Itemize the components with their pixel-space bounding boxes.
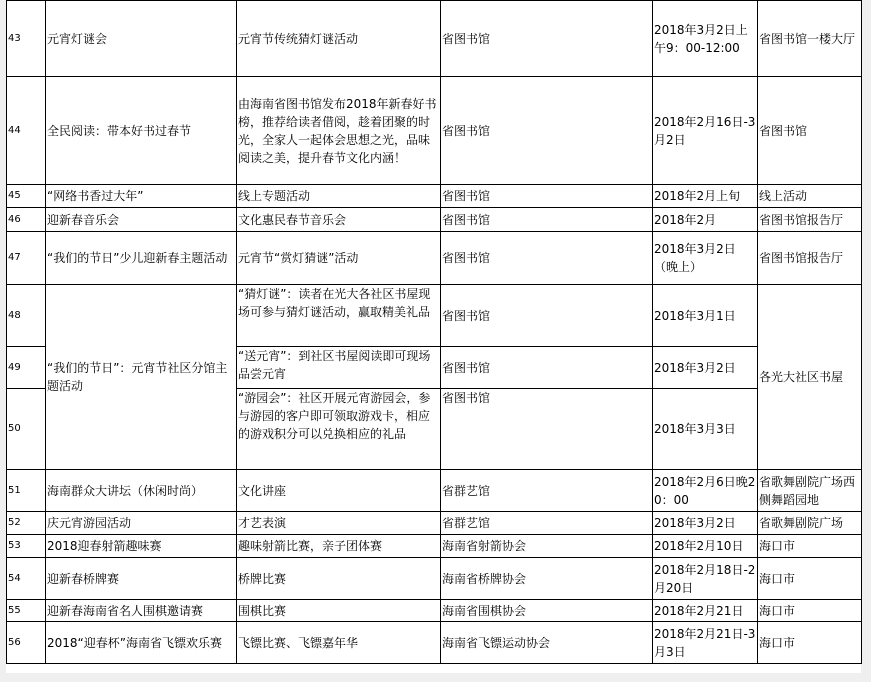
table-row <box>7 185 862 208</box>
table-row <box>7 622 862 664</box>
activity-name: 庆元宵游园活动 <box>46 512 237 535</box>
activity-place: 省图书馆 <box>758 77 862 185</box>
activity-time: 2018年3月3日 <box>653 389 758 470</box>
activity-place: 海口市 <box>758 558 862 600</box>
activity-place: 海口市 <box>758 600 862 622</box>
activity-time: 2018年2月18日-2月20日 <box>653 558 758 600</box>
activity-time: 2018年2月上旬 <box>653 185 758 208</box>
row-number: 45 <box>7 185 46 208</box>
page-margin-right <box>861 0 871 682</box>
activity-time: 2018年2月16日-3月2日 <box>653 77 758 185</box>
table-row <box>7 208 862 232</box>
table-row <box>7 285 862 347</box>
row-number: 53 <box>7 535 46 558</box>
row-number: 51 <box>7 470 46 512</box>
activity-name: 迎新春海南省名人围棋邀请赛 <box>46 600 237 622</box>
activity-place: 省歌舞剧院广场西侧舞蹈园地 <box>758 470 862 512</box>
activity-name: 全民阅读：带本好书过春节 <box>46 77 237 185</box>
activity-time: 2018年2月21日 <box>653 600 758 622</box>
organizer: 省群艺馆 <box>441 512 653 535</box>
activity-time: 2018年2月21日-3月3日 <box>653 622 758 664</box>
organizer: 省图书馆 <box>441 208 653 232</box>
table-row <box>7 558 862 600</box>
row-number: 49 <box>7 347 46 389</box>
activity-name: “网络书香过大年” <box>46 185 237 208</box>
organizer: 海南省桥牌协会 <box>441 558 653 600</box>
organizer: 海南省围棋协会 <box>441 600 653 622</box>
activity-content: 趣味射箭比赛，亲子团体赛 <box>237 535 441 558</box>
activity-name: “我们的节日”：元宵节社区分馆主题活动 <box>46 285 237 470</box>
row-number: 43 <box>7 1 46 77</box>
row-number: 52 <box>7 512 46 535</box>
row-number: 55 <box>7 600 46 622</box>
activity-place: 省图书馆报告厅 <box>758 208 862 232</box>
page-margin-bottom <box>0 673 871 682</box>
activity-content: 桥牌比赛 <box>237 558 441 600</box>
organizer: 省图书馆 <box>441 285 653 347</box>
activity-table <box>6 0 862 664</box>
row-number: 47 <box>7 232 46 285</box>
row-number: 56 <box>7 622 46 664</box>
activity-time: 2018年3月2日 <box>653 347 758 389</box>
table-row <box>7 232 862 285</box>
row-number: 46 <box>7 208 46 232</box>
organizer: 省图书馆 <box>441 77 653 185</box>
activity-time: 2018年2月 <box>653 208 758 232</box>
activity-name: 迎新春桥牌赛 <box>46 558 237 600</box>
activity-name: 2018“迎春杯”海南省飞镖欢乐赛 <box>46 622 237 664</box>
activity-content: “游园会”：社区开展元宵游园会，参与游园的客户即可领取游戏卡，相应的游戏积分可以兑换相应的礼品 <box>237 389 441 470</box>
organizer: 省图书馆 <box>441 347 653 389</box>
activity-content: 围棋比赛 <box>237 600 441 622</box>
activity-time: 2018年3月1日 <box>653 285 758 347</box>
row-number: 44 <box>7 77 46 185</box>
organizer: 省图书馆 <box>441 389 653 470</box>
activity-name: 2018迎春射箭趣味赛 <box>46 535 237 558</box>
activity-content: “猜灯谜”：读者在光大各社区书屋现场可参与猜灯谜活动，赢取精美礼品 <box>237 285 441 347</box>
activity-content: 线上专题活动 <box>237 185 441 208</box>
activity-name: 迎新春音乐会 <box>46 208 237 232</box>
activity-name: “我们的节日”少儿迎新春主题活动 <box>46 232 237 285</box>
activity-content: 元宵节“赏灯猜谜”活动 <box>237 232 441 285</box>
organizer: 省图书馆 <box>441 1 653 77</box>
activity-place: 海口市 <box>758 622 862 664</box>
organizer: 海南省射箭协会 <box>441 535 653 558</box>
row-number: 48 <box>7 285 46 347</box>
row-number: 50 <box>7 389 46 470</box>
activity-place: 省歌舞剧院广场 <box>758 512 862 535</box>
activity-place: 线上活动 <box>758 185 862 208</box>
activity-time: 2018年3月2日 <box>653 512 758 535</box>
activity-time: 2018年3月2日（晚上） <box>653 232 758 285</box>
activity-name: 海南群众大讲坛（休闲时尚） <box>46 470 237 512</box>
organizer: 省图书馆 <box>441 232 653 285</box>
activity-content: 文化惠民春节音乐会 <box>237 208 441 232</box>
activity-content: “送元宵”：到社区书屋阅读即可现场品尝元宵 <box>237 347 441 389</box>
activity-name: 元宵灯谜会 <box>46 1 237 77</box>
activity-place: 各光大社区书屋 <box>758 285 862 470</box>
activity-content: 元宵节传统猜灯谜活动 <box>237 1 441 77</box>
organizer: 省群艺馆 <box>441 470 653 512</box>
activity-place: 省图书馆报告厅 <box>758 232 862 285</box>
activity-place: 省图书馆一楼大厅 <box>758 1 862 77</box>
table-row <box>7 1 862 77</box>
table-row <box>7 77 862 185</box>
table-row <box>7 470 862 512</box>
activity-content: 由海南省图书馆发布2018年新春好书榜，推荐给读者借阅，趁着团聚的时光，全家人一起体会思想之光，品味阅读之美，提升春节文化内涵！ <box>237 77 441 185</box>
row-number: 54 <box>7 558 46 600</box>
table-row <box>7 512 862 535</box>
activity-time: 2018年2月10日 <box>653 535 758 558</box>
activity-content: 飞镖比赛、飞镖嘉年华 <box>237 622 441 664</box>
activity-content: 才艺表演 <box>237 512 441 535</box>
table-row <box>7 600 862 622</box>
organizer: 海南省飞镖运动协会 <box>441 622 653 664</box>
activity-place: 海口市 <box>758 535 862 558</box>
activity-time: 2018年2月6日晚20：00 <box>653 470 758 512</box>
organizer: 省图书馆 <box>441 185 653 208</box>
activity-content: 文化讲座 <box>237 470 441 512</box>
table-row <box>7 535 862 558</box>
activity-time: 2018年3月2日上午9：00-12:00 <box>653 1 758 77</box>
